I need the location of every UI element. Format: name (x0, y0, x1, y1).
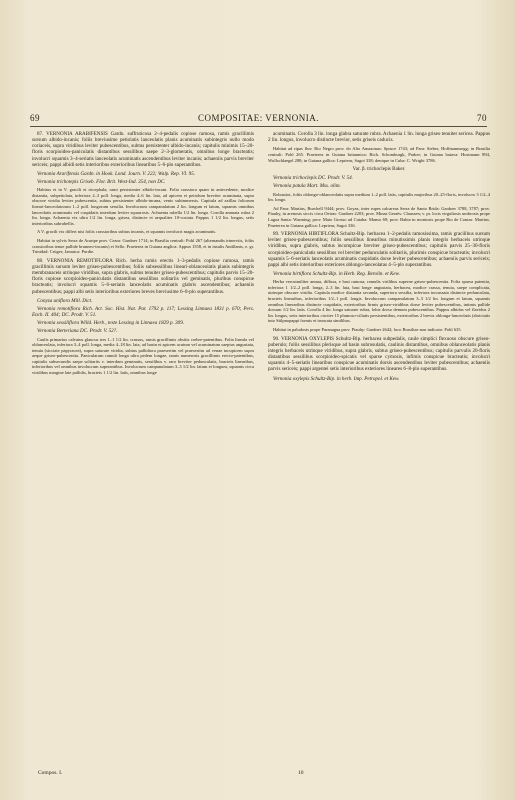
running-title: COMPOSITAE: VERNONIA. (197, 113, 320, 123)
paragraph-small: Ad Para: Martius, Burchell 9444; prov. Goyaz, inter rupes calcareas Serra de Santo Brida: Gardner 3788, 3787; prov. Piauhy, in arenosis siccis circa Oeiras: Gardner 2203; prov. Minas Geraës: Claussen; v. pr. locis virgultosis umbrosis prope Lagoa Santa: Warming; prov. Mato Grosso ad Cuiaba: Manso 69; prov. Bahia in montosis prope Rio de Contas: Martius. Praeterea in Guiana gallica: Leprieur, Sagot 336. (268, 205, 490, 228)
paragraph-small: Herba verosimiliter annua, diffusa, e basi ramosa, ramulis virilibus superne griseo-pubescentia. Folia sparsa patentia, inferiora 1 1/2–2 poll. longa, 2–3 lin. lata, basi longe angustata, herbacea, modice crassa, tenuia, saepe complicata, utrinque obscure viridia. Capitula modice distantia secunda, superiora sessilia, inferiora incrassata distincte pedunculata, bracteis linearibus, inferioribus 1/2–1 poll. longis. Involucrum campanulatum 3–3 1/2 lin. longum et latum, squamis omnibus lineraribus distincte cuspidatis, exterioribus firmis griseo-viridibus dorse leviter pubescentibus, intimis pallide dorsum 1/2 lin. latis. Corolla 4 lin. longa saturate rubra, lobis dorso demum pubescentibus. Pappus albidus vel flavidus 2 lin. longus, setis interioribus circiter 15 plumoso-ciliatis persistentibus, exterioribus 2 brevis oblonga-lanceolatis (abrictatis into Stilpnopappi formis et truncata similibus. (268, 279, 490, 324)
page-number-right: 70 (477, 113, 487, 123)
paragraph-syn: Vernonia sessiliflora Willd. Herb., teste Lessing in Linnaea 1829 p. 309. (37, 320, 185, 327)
paragraph-syn: Vernonia trichotepis Griseb. Flor. Brit. West-Ind. 354, non DC. (37, 179, 166, 186)
paragraph-small: Caulis primarius calvatus glaucus tres 1–1 1/2 lin. crassus, ramis gracillimis obsitis crebre-patentibus. Folia lineala vel oblanceolata, inferiora 3–4 poll. longa, media 4–18 lin. lata, ad basin et apicem acutum vel acuminatum saepius angustata, tenuia (sicciate papyracea), supra saturate viridia, subtus pallidiora praesertim vel praesertim ad venae incupicem supra aeque griseo-pubescentia. Panicularum ramuli longa ultra pedem longae, ramis numerosis gracillimis erecto-patentibus, capitulis subsecundis saepe solitariis v. interdum geminatis, sessilibus v. raro breviter pedunculatis, bracteis linearibus, inferioribus vel omnibus involucrum superantibus. Involucrum campanulatum 3–3 1/2 lin. latum et longum, squamis circa viridibus margine late pallidis, bracteis 1 1/2 lin. latis, omnibus longe (32, 336, 254, 376)
paragraph-small: A V. gracili vix differt nisi foliis crassioribus subtus incanis, et squamis involucri magis acuminatis. (37, 229, 217, 235)
paragraph-syn: Vernonia Berteriana DC. Prodr. V. 52?. (37, 328, 118, 335)
paragraph-syn: Vernonia Ararifensis Gardn. in Hook. Lond. Journ. V. 222; Walp. Rep. VI. 95. (37, 170, 196, 177)
paragraph-syn: Vernonia remotiflora Rich. Act. Soc. Hist. Nat. Par. 1792 p. 117; Lessing Linnaea 1831 p. 670; Pers. Ench. II. 404; DC. Prodr. V. 51. (32, 305, 254, 319)
paragraph-syn: Vernonia trichoclepis DC. Prodr. V. 54. (273, 175, 353, 182)
paragraph-var: Var. β. trichoclepis Baker. (352, 166, 406, 173)
paragraph-small: Habitat in sylvis Serra de Araripe prov. Ceara: Gardner 1714; in Brasilia centrali: Pohl 267 (alternandis trinerviis, foliis crassioribus tenue pallide brunneo-incanis) et Sello. Praeterea in Guiana anglica: Appun 1558, et in insulis Antillanis, e. gr. Trinidad: Crüger; Jamaica: Purdie. (32, 238, 254, 255)
signature-mark: Compos. I. (38, 770, 63, 776)
paragraph-main: 88. VERNONIA REMOTIFLORA Rich. herba ramis erectis 1–3-pedalis copiose ramosa, ramis gracillimis sursum leviter griseo-pubescentibus; foliis subsessilibus lineari-oblanceolatis planis subintegris membranaceis utrinque viridibus, supra glabris, subtus tenuiter griseo-pubescentibus; capitulis parvis 15–20-floris copiose scorpioideo-paniculatis distantibus sessilibus solitariis vel geminatis, pluribus conspicue bracteatis; involucri squamis 5–6-seriatis lanceolatis acuminatis glabris ascendentibus; achaeniis pubescentibus; pappi albi setis interioribus exteriores breves breviusime 6–8-plo superantibus. (32, 257, 254, 295)
running-header (30, 113, 487, 125)
paragraph-syn: Vernonia hirtiflora Schultz-Bip. in Herb. Reg. Berolin. et Kew. (273, 271, 400, 278)
paragraph-small: Habitus et in V. gracili et tricephala; rami persistenter albido-incani. Folia crassiora quam in antecedente, modice distantia, subpetiolata, inferiora 2–3 poll. longa, media 4–6 lin. lata, ad apicem et petiolum breviter acuminata, supra obscure viridia leviter pubescentia, subtus persistenter albido-incana, venis subimmersis. Capitula ad axillas foliorum lineari-lanceolatorum 1–2 poll. longorum sessilia. Involucrum campanulatum 2 lin. longum et latum, squamis omnibus lanceolatis acuminatis vel cuspidatis interdum leviter squarrosis. Achaenia rubella 1/2 lin. longa. Corolla annuata rubra 2 lin. longa. Achaenia vix ultra 1/2 lin. longa, grisea, distincte et aequaliter 10-costata. Pappus 1 1/2 lin. longus, setis interioribus subrubellis. (32, 187, 254, 226)
sheet-number: 10 (298, 770, 304, 776)
paragraph-syn: Vernonia oxylepis Schultz-Bip. in herb. Imp. Petropol. et Kew. (273, 375, 400, 382)
right-column (268, 131, 490, 765)
page-footer (38, 770, 485, 780)
page-number-left: 69 (30, 113, 40, 123)
paragraph-main: 90. VERNONIA OXYLEPIS Schultz-Bip. herbacea subpedalis, caule simplici flexuoso obscure griseo-puberulo; foliis sessilibus plerisque ad basin subrosulatis, caulinis distantibus, omnibus oblanceolatis planis integris herbaceis utrinque viridibus, supra glabris, subtus griseo-pubescentibus; capitulis parvulis 20-floris distantibus sessilibus scorpioideo-spicatis vel sparse cymosis, infimis conspicue bracteatis; involucri squamis 4–5-seriatis linearibus conspicue acuminatis dorsis ascendentibus leviter pubescentibus; achaeniis parvis sericeis; pappi argentei setis interioribus exteriores lineares 6–8-plo superantibus. (268, 335, 490, 373)
paragraph-syn: Vernonia patula Mart. Mss. olim. (273, 183, 341, 190)
paragraph-small: Robustior, foliis oblongo-oblanceolatis supra medium 1–2 poll. latis, capitulis majoribus 20–25-floris, involucro 3 1/2–4 lin. longo. (268, 191, 490, 203)
paragraph-main: acuminatis. Corolla 3 lin. longa glabra saturate rubra. Achaenia 1 lin. longa griseo tenuiter sericea. Pappus 2 lin. longus, involucro distincte brevior, setis griseis caducis. (268, 131, 490, 144)
header-rule (30, 126, 487, 127)
paragraph-syn: Conyza uniflora Mill. Dict. (37, 297, 93, 304)
paragraph-main: 89. VERNONIA HIRTIFLORA Schultz-Bip. herbacea 1–2-pedalis ramosissima, ramis gracilibus sursum leviter griseo-pubescentibus; foliis sessilibus linearibus minutissimis planis integris herbaceis utrinque viridibus, supra glabris, subtus incompicue breviter griseo-pubescentibus; capitulis parvis 25–30-floris scorpioideo-paniculatis sessilibus vel breviter pedunculatis solitariis, plurimis conspicue bracteatis; involucri squamis 5–6-seriatis lanceolatis acuminatis cuspidatis dorse leviter pubescentibus; achaeniis parvis sericeis; pappi albi setis interioribus exteriores oblongo-lanceolatas 4–5-plo superantibus. (268, 231, 490, 268)
paragraph-main: 87. VERNONIA ARABIFENSIS Gardn. suffruticosa 2–4-pedalis copiose ramosa, ramis gracillimis sursum albido-incanis; foliis breviusime petiolatis lanceolatis planis acuminatis subintegris nullo modo coriaceis, supra viridibus leviter pubescentibus, subtus persistenter albido-incanis; capitulis minimis 15–20-floris scorpioideo-paniculatis distantibus sessilibus saepe 2–3-glomeratis, omnibus longe bracteatis; involucri squamis 3–4-seriatis lanceolatis acuminatis ascendentibus leviter incanis; achaeniis parvis breviter sericeis; pappi albidi setis interioribus exterioribus linearibus 5–6-plo superantibus. (32, 131, 254, 168)
paragraph-small: Habitat in paludosis prope Paranagua prov. Piauhy: Gardner 2642; loco Brasiliae non indicato: Pohl 635. (273, 326, 462, 332)
paragraph-small: Habitat ad ripas fluv. Rio Negro prov. do Alto Amazonas: Spruce 1743; ad Para: Sieber, Hoffmannsegg; in Brasilia centrali: Pohl 265. Praeterea in Guiana britannica: Rich. Schomburgk, Parker; in Guiana batava: Hostmann 894, Wullschlaegel 288; in Guiana gallica: Leprieur, Sagot 338; denique in Cuba: C. Wright 3786. (268, 146, 490, 163)
left-column (32, 131, 254, 765)
